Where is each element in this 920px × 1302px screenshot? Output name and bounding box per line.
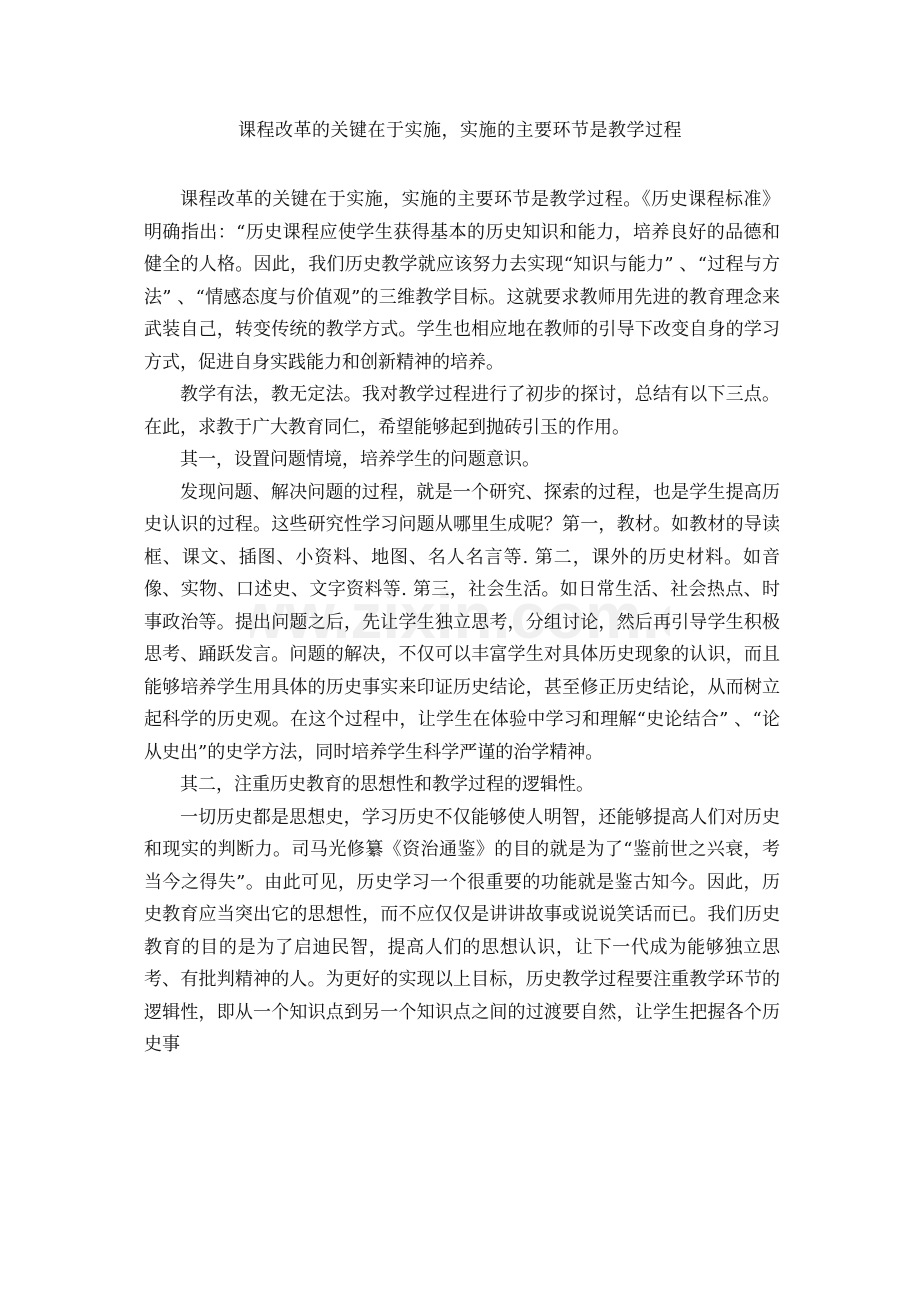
section-heading-one: 其一，设置问题情境，培养学生的问题意识。 (180, 449, 540, 470)
document-body (144, 184, 780, 1062)
paragraph-section-two: 一切历史都是思想史，学习历史不仅能够使人明智，还能够提高人们对历史和现实的判断力。司马光修纂《资治通鉴》的目的就是为了“鉴前世之兴衰，考当今之得失”。由此可见，历史学习一个很重要的功能就是鉴古知今。因此，历史教育应当突出它的思想性，而不应仅仅是讲讲故事或说说笑话而已。我们历史教育的目的是为了启迪民智，提高人们的思想认识，让下一代成为能够独立思考、有批判精神的人。为更好的实现以上目标，历史教学过程要注重教学环节的逻辑性，即从一个知识点到另一个知识点之间的过渡要自然，让学生把握各个历史事 (144, 806, 780, 1055)
svg-text:www.zixin.com.cn: ww.zixin.com. (250, 580, 660, 652)
section-heading-two: 其二，注重历史教育的思想性和教学过程的逻辑性。 (180, 774, 594, 795)
document-title: 课程改革的关键在于实施，实施的主要环节是教学过程 (238, 120, 682, 141)
paragraph-section-one: 发现问题、解决问题的过程，就是一个研究、探索的过程，也是学生提高历史认识的过程。这些研究性学习问题从哪里生成呢？第一，教材。如教材的导读框、课文、插图、小资料、地图、名人名言等. 第二，课外的历史材料。如音像、实物、口述史、文字资料等. 第三，社会生活。如日常生活、社会热点、时事政治等。提出问题之后，先让学生独立思考，分组讨论，然后再引导学生积极思考、踊跃发言。问题的解决，不仅可以丰富学生对具体历史现象的认识，而且能够培养学生用具体的历史事实来印证历史结论，甚至修正历史结论，从而树立起科学的历史观。在这个过程中，让学生在体验中学习和理解“史论结合” 、“论从史出”的史学方法，同时培养学生科学严谨的治学精神。 (144, 481, 780, 763)
paragraph-method: 教学有法，教无定法。我对教学过程进行了初步的探讨，总结有以下三点。在此，求教于广大教育同仁，希望能够起到抛砖引玉的作用。 (144, 384, 780, 438)
paragraph-intro: 课程改革的关键在于实施，实施的主要环节是教学过程。《历史课程标准》明确指出：“历史课程应使学生获得基本的历史知识和能力，培养良好的品德和健全的人格。因此，我们历史教学就应该努力去实现“知识与能力” 、“过程与方法” 、“情感态度与价值观”的三维教学目标。这就要求教师用先进的教育理念来武装自己，转变传统的教学方式。学生也相应地在教师的引导下改变自身的学习方式，促进自身实践能力和创新精神的培养。 (144, 189, 780, 373)
